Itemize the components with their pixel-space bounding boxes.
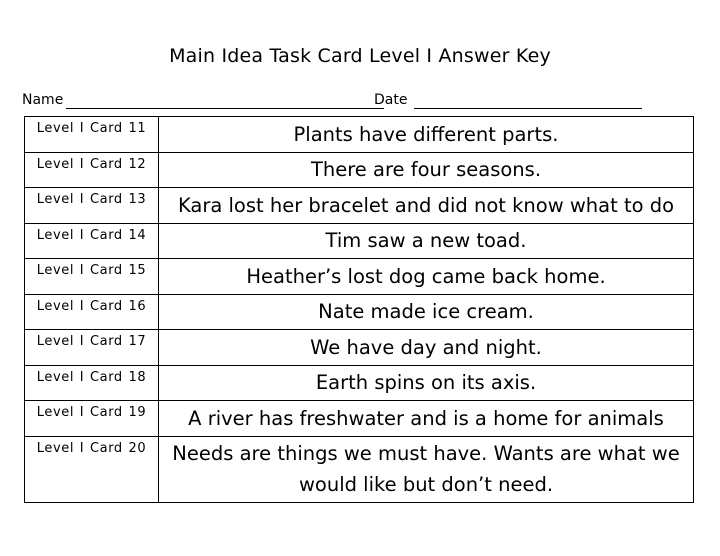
answer-text: Plants have different parts. xyxy=(159,117,694,153)
answer-text: Needs are things we must have. Wants are what we would like but don’t need. xyxy=(159,436,694,502)
card-label: Level I Card 18 xyxy=(25,365,159,401)
table-row xyxy=(25,401,694,437)
card-label: Level I Card 14 xyxy=(25,223,159,259)
card-label: Level I Card 15 xyxy=(25,259,159,295)
table-row xyxy=(25,223,694,259)
answer-text: A river has freshwater and is a home for animals xyxy=(159,401,694,437)
answer-text: Tim saw a new toad. xyxy=(159,223,694,259)
name-label: Name xyxy=(22,92,64,108)
answer-text: There are four seasons. xyxy=(159,152,694,188)
table-row xyxy=(25,330,694,366)
name-date-row xyxy=(22,91,702,111)
card-label: Level I Card 19 xyxy=(25,401,159,437)
card-label: Level I Card 20 xyxy=(25,436,159,502)
card-label: Level I Card 17 xyxy=(25,330,159,366)
answer-text: Earth spins on its axis. xyxy=(159,365,694,401)
card-label: Level I Card 13 xyxy=(25,188,159,224)
page-title: Main Idea Task Card Level I Answer Key xyxy=(169,45,551,67)
table-row xyxy=(25,294,694,330)
table-row xyxy=(25,117,694,153)
table-row xyxy=(25,188,694,224)
answer-text: We have day and night. xyxy=(159,330,694,366)
name-blank-line[interactable] xyxy=(66,108,384,109)
card-label: Level I Card 11 xyxy=(25,117,159,153)
answer-key-table xyxy=(24,116,694,503)
table-row xyxy=(25,259,694,295)
table-row xyxy=(25,436,694,502)
date-label: Date xyxy=(374,92,408,108)
card-label: Level I Card 12 xyxy=(25,152,159,188)
answer-text: Heather’s lost dog came back home. xyxy=(159,259,694,295)
table-row xyxy=(25,365,694,401)
answer-text: Kara lost her bracelet and did not know what to do xyxy=(159,188,694,224)
card-label: Level I Card 16 xyxy=(25,294,159,330)
table-row xyxy=(25,152,694,188)
date-blank-line[interactable] xyxy=(414,108,642,109)
answer-text: Nate made ice cream. xyxy=(159,294,694,330)
